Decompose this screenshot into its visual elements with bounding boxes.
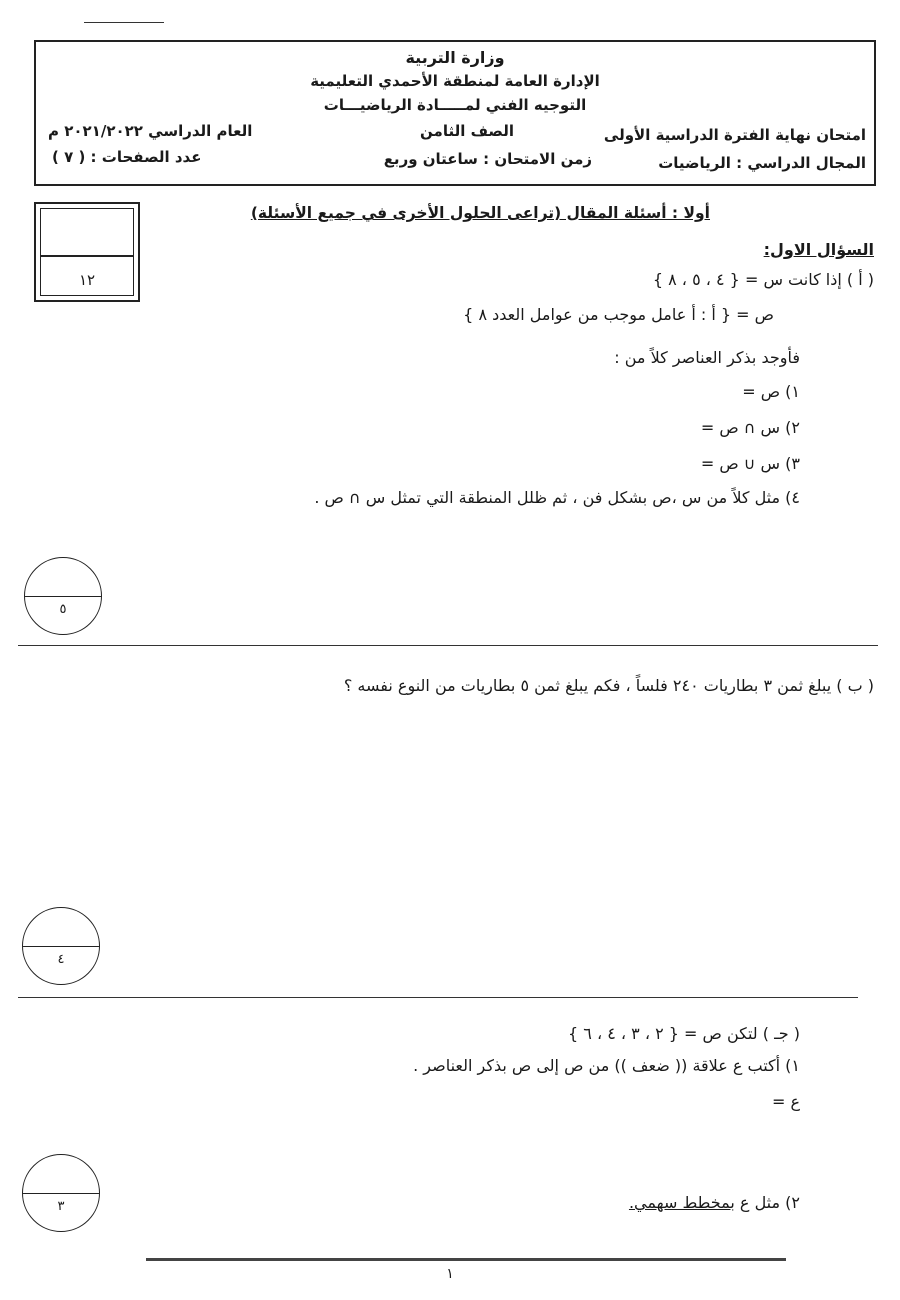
section-title: أولا : أسئلة المقال (تراعى الحلول الأخرى في جميع الأسئلة)	[250, 204, 710, 222]
part-a-item-4: ٤) مثل كلاً من س ،ص بشكل فن ، ثم ظلل المنطقة التي تمثل س ∩ ص .	[314, 488, 800, 507]
part-a-prompt: فأوجد بذكر العناصر كلاً من :	[614, 348, 800, 367]
part-a-item-2: ٢) س ∩ ص =	[700, 418, 800, 437]
score-circle-part-a	[24, 557, 102, 635]
exam-header	[34, 40, 876, 186]
academic-year: العام الدراسي ٢٠٢١/٢٠٢٢ م	[48, 122, 253, 140]
top-rule	[84, 22, 164, 23]
divider-rule-2	[18, 997, 858, 998]
part-b-text: ( ب ) يبلغ ثمن ٣ بطاريات ٢٤٠ فلساً ، فكم يبلغ ثمن ٥ بطاريات من النوع نفسه ؟	[343, 676, 874, 695]
exam-title: امتحان نهاية الفترة الدراسية الأولى	[603, 126, 866, 144]
score-circle-part-b	[22, 907, 100, 985]
part-a-item-1: ١) ص =	[742, 382, 800, 401]
circle-divider	[23, 946, 99, 947]
part-c-item-1: ١) أكتب ع علاقة (( ضعف )) من ص إلى ص بذكر العناصر .	[413, 1056, 800, 1075]
directorate-name: الإدارة العامة لمنطقة الأحمدي التعليمية	[310, 72, 600, 90]
part-c-item-2-prefix: ٢) مثل ع	[734, 1193, 800, 1212]
circle-divider	[23, 1193, 99, 1194]
part-c-line1: ( جـ ) لتكن ص = { ٢ ، ٣ ، ٤ ، ٦ }	[568, 1024, 800, 1043]
circle-divider	[25, 596, 101, 597]
part-a-item-3: ٣) س ∪ ص =	[700, 454, 800, 473]
score-circle-part-c	[22, 1154, 100, 1232]
grade-label: الصف الثامن	[420, 122, 514, 140]
page-number: ١	[446, 1266, 454, 1282]
page-count: عدد الصفحات : ( ٧ )	[52, 148, 202, 166]
part-c-item-2	[629, 1193, 800, 1212]
part-c-item-1-answer: ع =	[771, 1092, 800, 1111]
subject-label: المجال الدراسي : الرياضيات	[658, 154, 866, 172]
part-c-item-2-underlined: بمخطط سهمي.	[628, 1193, 735, 1212]
total-score-box	[34, 202, 140, 302]
ministry-name: وزارة التربية	[405, 48, 505, 67]
score-box-divider	[41, 255, 133, 257]
exam-duration: زمن الامتحان : ساعتان وربع	[383, 150, 592, 168]
supervision-name: التوجيه الفني لمـــــادة الرياضيـــات	[323, 96, 587, 114]
score-box-inner	[40, 208, 134, 296]
part-a-line1: ( أ ) إذا كانت س = { ٤ ، ٥ ، ٨ }	[652, 270, 874, 289]
divider-rule-1	[18, 645, 878, 646]
score-value-part-a: ٥	[59, 602, 67, 617]
part-a-line2: ص = { أ : أ عامل موجب من عوامل العدد ٨ }	[463, 305, 774, 324]
total-score-value: ١٢	[78, 271, 96, 289]
score-value-part-b: ٤	[57, 952, 65, 967]
footer-rule	[146, 1258, 786, 1261]
question-heading: السؤال الاول:	[763, 240, 874, 259]
score-value-part-c: ٣	[57, 1199, 65, 1214]
